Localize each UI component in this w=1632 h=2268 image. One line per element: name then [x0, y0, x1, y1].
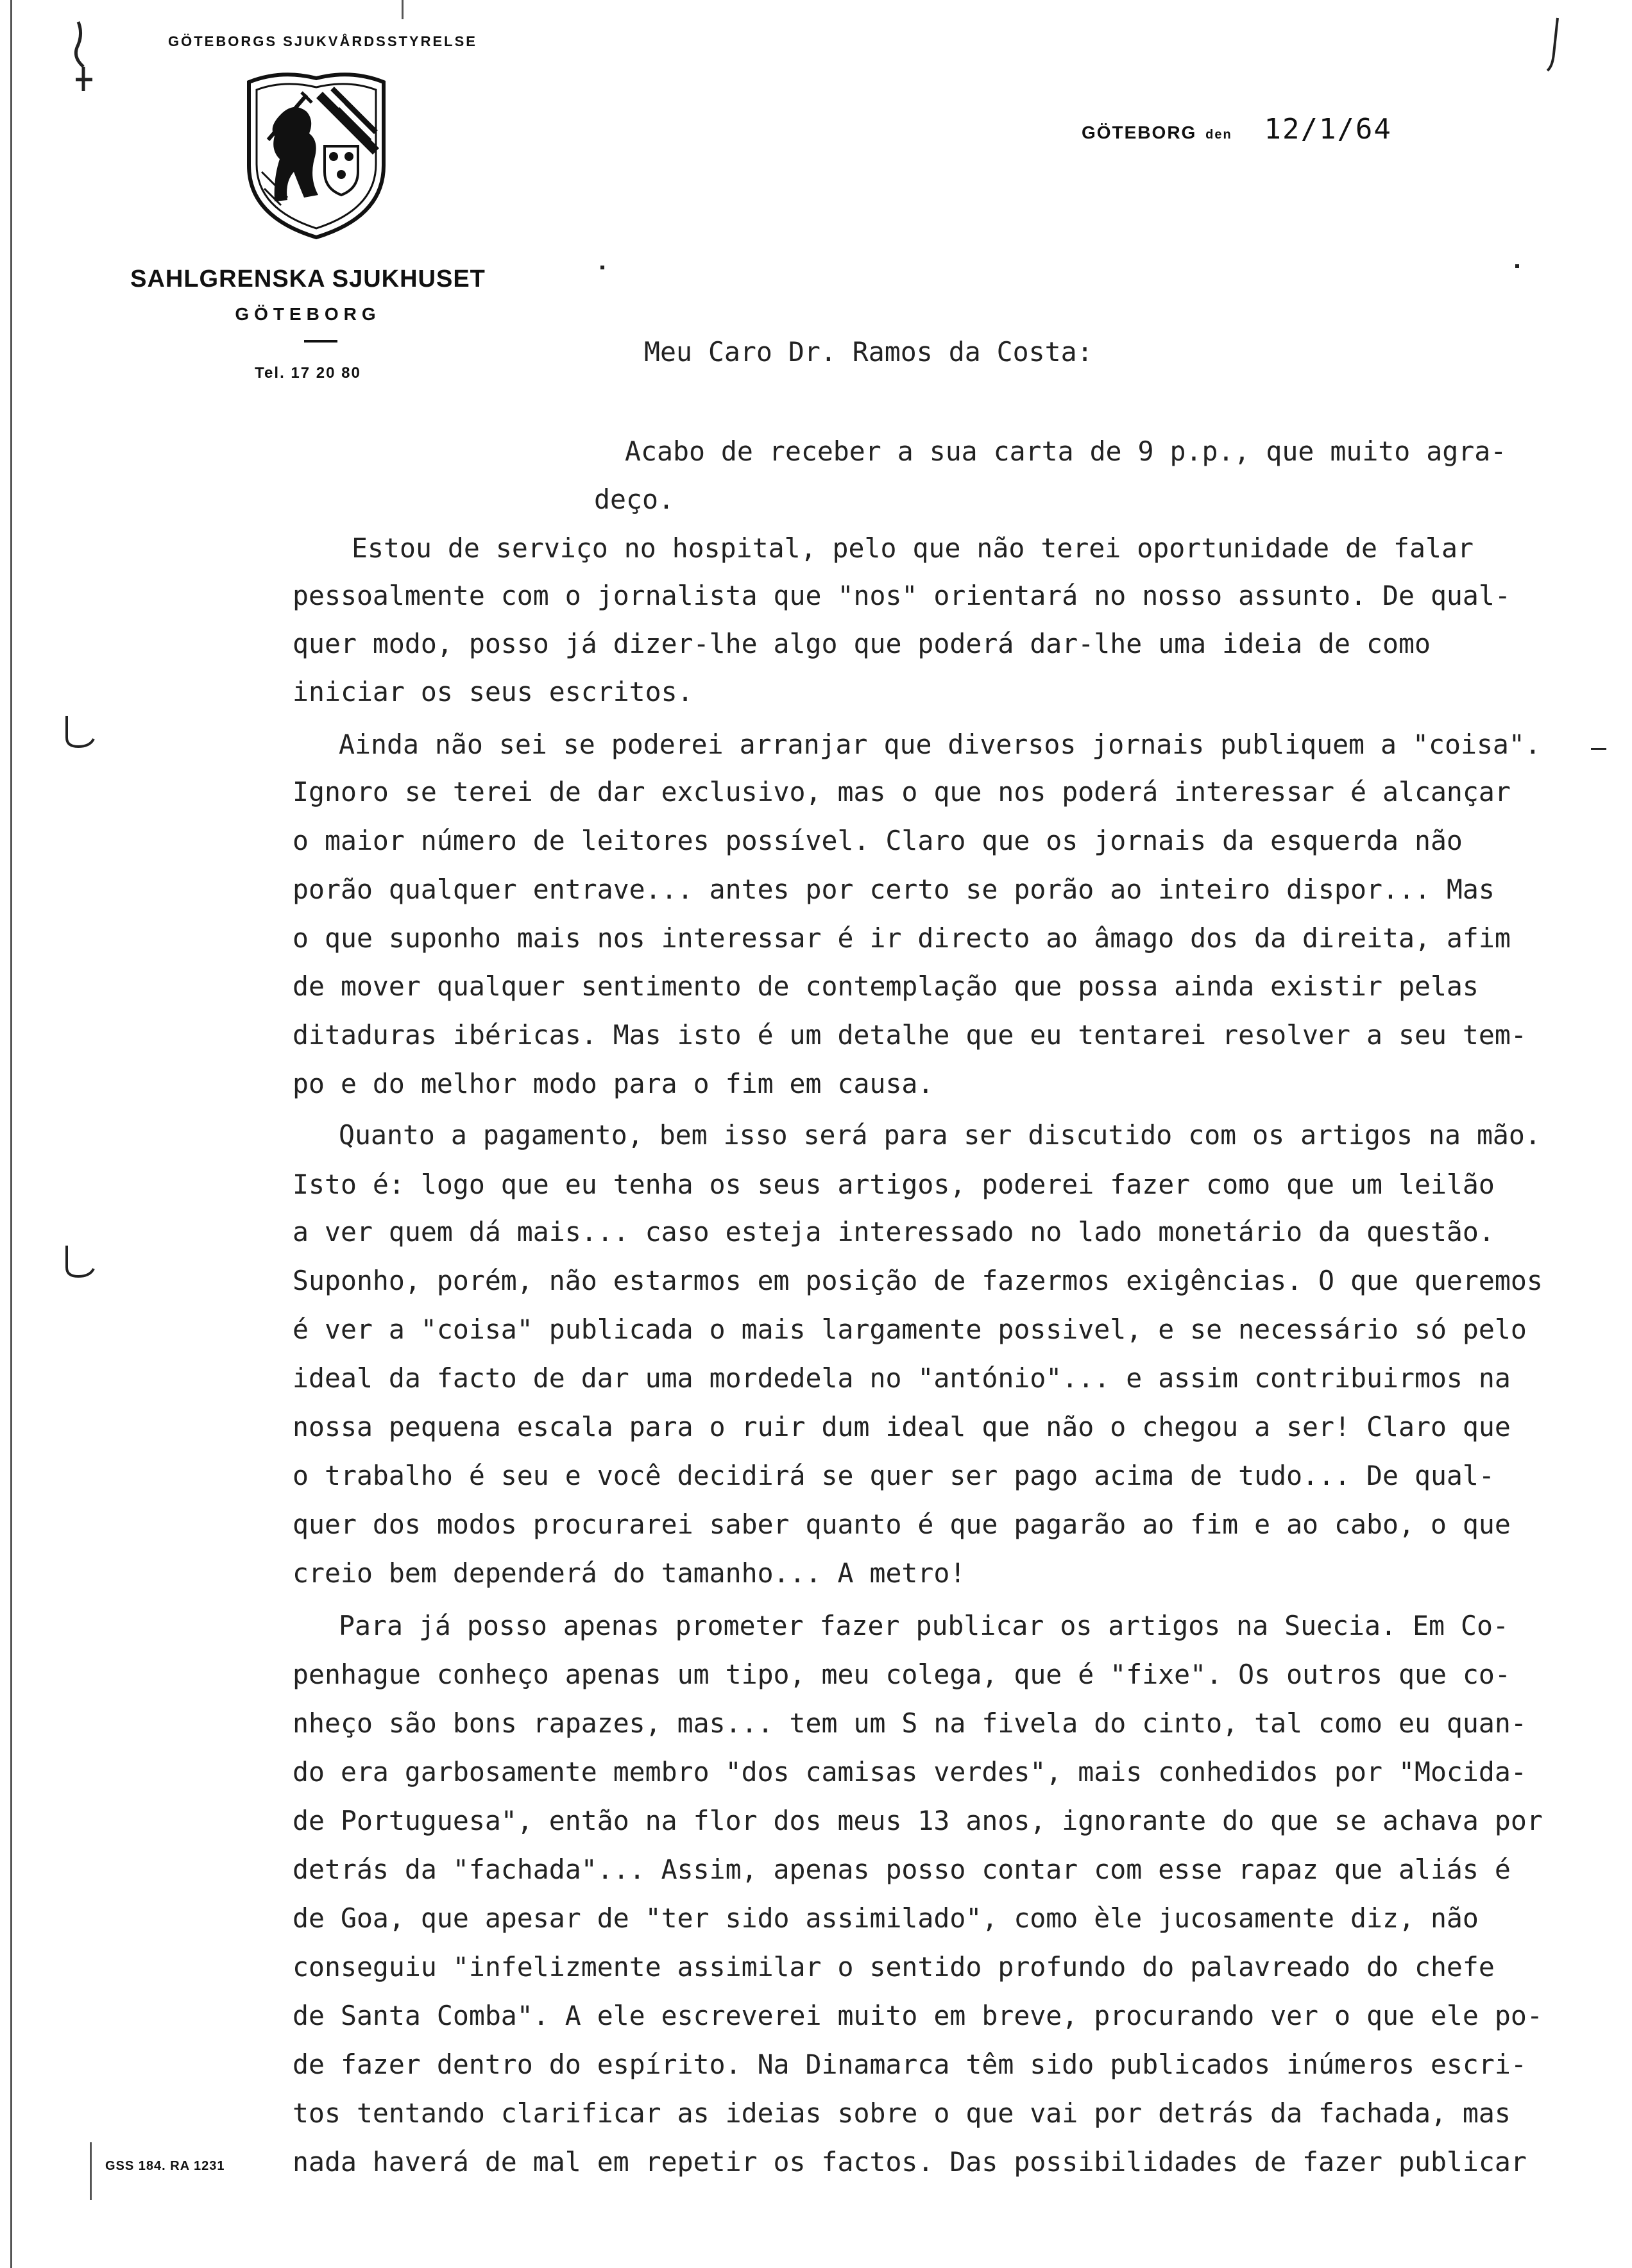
letterhead-divider [304, 340, 337, 343]
body-line: de Goa, que apesar de "ter sido assimilado", como èle jucosamente diz, não [293, 1902, 1479, 1934]
stray-dot-mark [1515, 264, 1519, 268]
body-line: a ver quem dá mais... caso esteja interessado no lado monetário da questão. [293, 1216, 1495, 1248]
body-line: Quanto a pagamento, bem isso será para ser discutido com os artigos na mão. [339, 1119, 1541, 1151]
stray-dot-mark [600, 266, 604, 269]
body-line: de Santa Comba". A ele escreverei muito em breve, procurando ver o que ele po- [293, 2000, 1543, 2031]
body-line: ditaduras ibéricas. Mas isto é um detalhe que eu tentarei resolver a seu tem- [293, 1019, 1527, 1051]
body-line: Suponho, porém, não estarmos em posição de fazermos exigências. O que queremos [293, 1265, 1543, 1296]
body-line: Estou de serviço no hospital, pelo que não terei oportunidade de falar [352, 532, 1474, 564]
body-line: de mover qualquer sentimento de contemplação que possa ainda existir pelas [293, 970, 1479, 1002]
coat-of-arms-crest [242, 69, 390, 242]
left-edge-line [10, 0, 12, 2268]
body-line: Acabo de receber a sua carta de 9 p.p., que muito agra- [625, 436, 1507, 467]
body-line: tos tentando clarificar as ideias sobre o que vai por detrás da fachada, mas [293, 2097, 1511, 2129]
right-margin-mark [1540, 15, 1565, 73]
punch-hole-mark-top [59, 713, 98, 752]
form-code: GSS 184. RA 1231 [105, 2159, 225, 2173]
corner-pin-mark [64, 15, 103, 92]
hospital-name: SAHLGRENSKA SJUKHUSET [130, 266, 486, 292]
body-line: de fazer dentro do espírito. Na Dinamarca têm sido publicados inúmeros escri- [293, 2049, 1527, 2080]
body-line: po e do melhor modo para o fim em causa. [293, 1068, 934, 1099]
body-line: é ver a "coisa" publicada o mais largamente possivel, e se necessário só pelo [293, 1314, 1527, 1345]
bottom-left-mark [90, 2142, 92, 2200]
body-line: do era garbosamente membro "dos camisas verdes", mais conhedidos por "Mocida- [293, 1756, 1527, 1788]
body-line: Ainda não sei se poderei arranjar que diversos jornais publiquem a "coisa". [339, 729, 1541, 760]
organization-name: GÖTEBORGS SJUKVÅRDSSTYRELSE [168, 33, 477, 49]
body-line: nheço são bons rapazes, mas... tem um S na fivela do cinto, tal como eu quan- [293, 1707, 1527, 1739]
dateline-place: GÖTEBORG [1082, 123, 1197, 142]
body-line: ideal da facto de dar uma mordedela no "antónio"... e assim contribuirmos na [293, 1362, 1511, 1394]
body-line: o trabalho é seu e você decidirá se quer ser pago acima de tudo... De qual- [293, 1460, 1495, 1491]
dateline [1082, 113, 1392, 146]
salutation: Meu Caro Dr. Ramos da Costa: [644, 336, 1093, 368]
stray-dash-mark [1591, 748, 1606, 750]
body-line: nada haverá de mal em repetir os factos. Das possibilidades de fazer publicar [293, 2146, 1527, 2178]
body-line: de Portuguesa", então na flor dos meus 13 anos, ignorante do que se achava por [293, 1805, 1543, 1836]
body-line: o que suponho mais nos interessar é ir directo ao âmago dos da direita, afim [293, 922, 1511, 954]
body-line: iniciar os seus escritos. [293, 676, 693, 707]
letter-date: 12/1/64 [1264, 113, 1392, 146]
body-line: conseguiu "infelizmente assimilar o sentido profundo do palavreado do chefe [293, 1951, 1495, 1983]
hospital-telephone: Tel. 17 20 80 [255, 364, 361, 382]
body-line: creio bem dependerá do tamanho... A metro! [293, 1557, 966, 1589]
body-line: detrás da "fachada"... Assim, apenas posso contar com esse rapaz que aliás é [293, 1854, 1511, 1885]
body-line: o maior número de leitores possível. Claro que os jornais da esquerda não [293, 825, 1463, 856]
punch-hole-mark-bottom [59, 1243, 98, 1282]
body-line: deço. [594, 484, 674, 515]
top-tick-mark [402, 0, 404, 19]
body-line: pessoalmente com o jornalista que "nos" orientará no nosso assunto. De qual- [293, 580, 1511, 611]
hospital-city: GÖTEBORG [235, 304, 381, 324]
body-line: quer dos modos procurarei saber quanto é que pagarão ao fim e ao cabo, o que [293, 1509, 1511, 1540]
body-line: quer modo, posso já dizer-lhe algo que poderá dar-lhe uma ideia de como [293, 628, 1431, 659]
body-line: Para já posso apenas prometer fazer publicar os artigos na Suecia. Em Co- [339, 1610, 1509, 1641]
body-line: Isto é: logo que eu tenha os seus artigos, poderei fazer como que um leilão [293, 1169, 1495, 1200]
body-line: nossa pequena escala para o ruir dum ideal que não o chegou a ser! Claro que [293, 1411, 1511, 1443]
body-line: Ignoro se terei de dar exclusivo, mas o que nos poderá interessar é alcançar [293, 776, 1511, 808]
body-line: penhague conheço apenas um tipo, meu colega, que é "fixe". Os outros que co- [293, 1659, 1511, 1690]
dateline-den: den [1205, 128, 1232, 142]
body-line: porão qualquer entrave... antes por certo se porão ao inteiro dispor... Mas [293, 874, 1495, 905]
